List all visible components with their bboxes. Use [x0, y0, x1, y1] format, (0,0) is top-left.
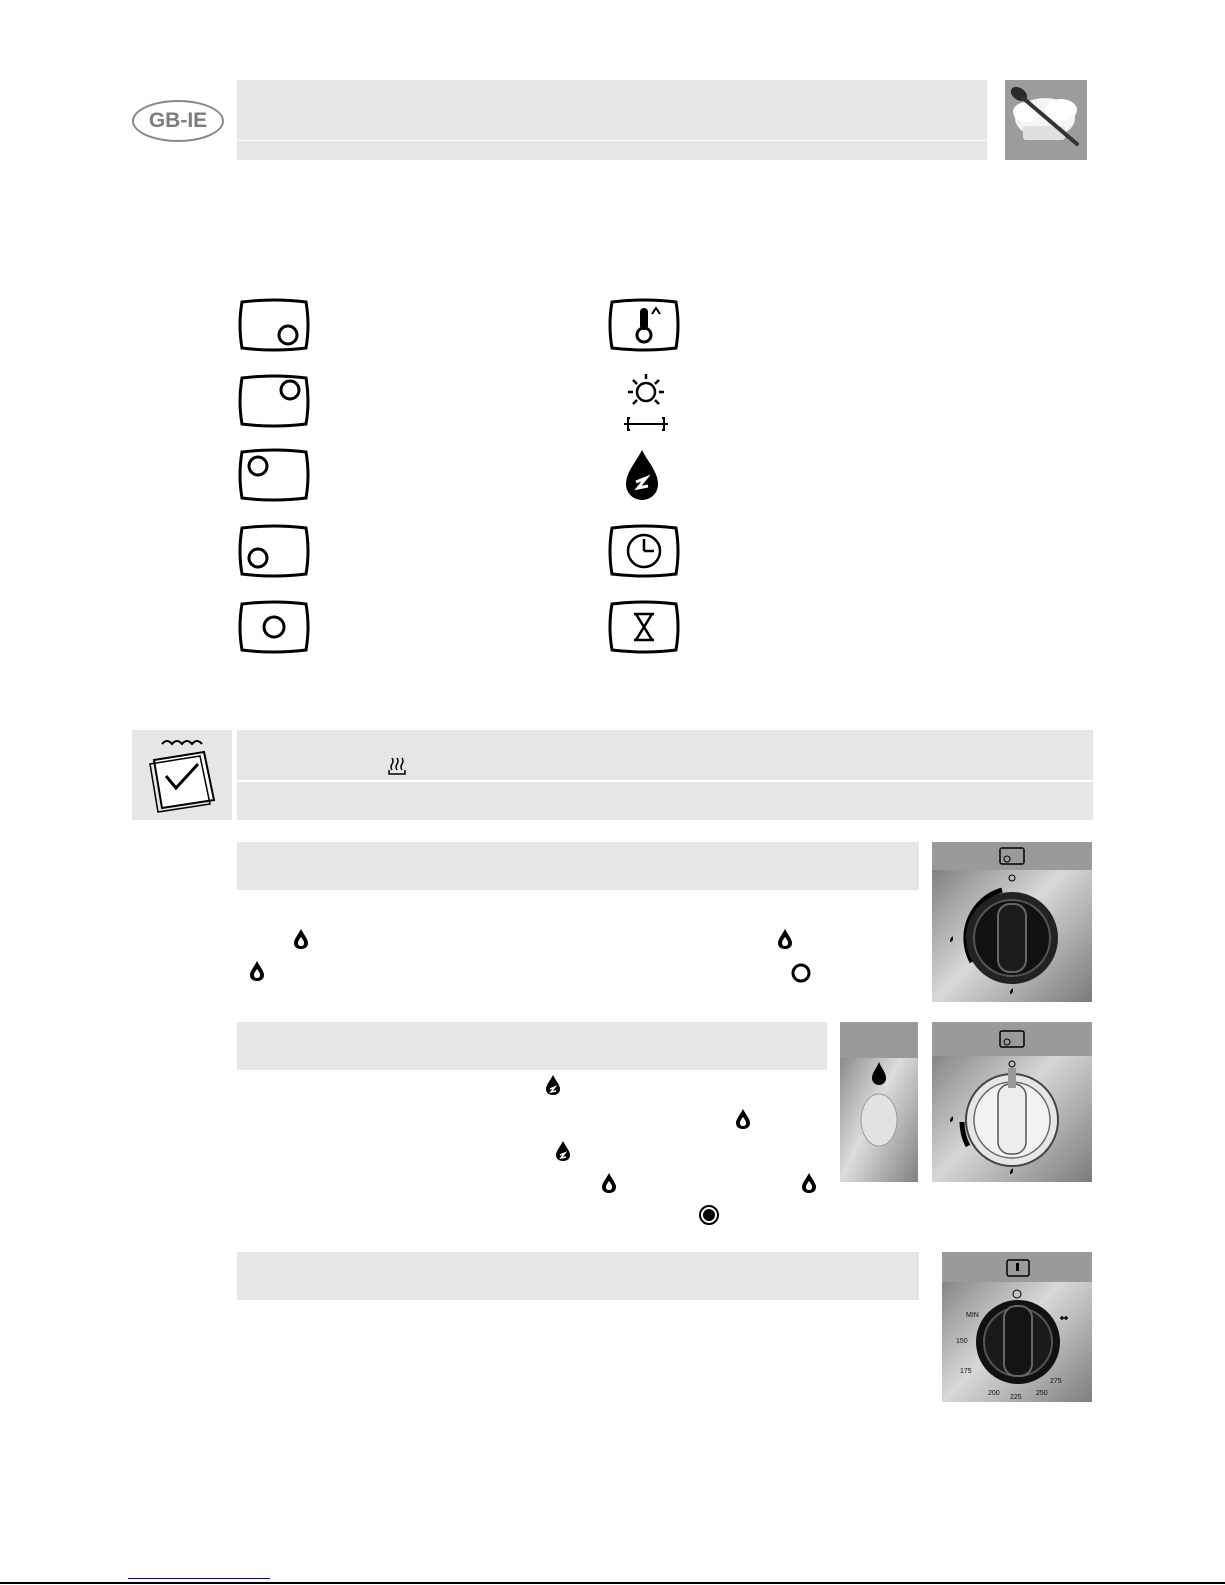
knob-circle-center-icon — [238, 600, 310, 654]
thermometer-icon — [608, 298, 680, 352]
ignition-button-panel — [840, 1022, 918, 1182]
dial-label-250: 250 — [1036, 1390, 1048, 1397]
ignition-button-icon — [698, 1204, 720, 1226]
section-3-heading-band — [237, 1252, 919, 1300]
dial-label-200: 200 — [988, 1390, 1000, 1397]
note-band-top — [237, 730, 1093, 780]
dial-label-min: MIN — [966, 1312, 979, 1319]
dial-label-150: 150 — [956, 1338, 968, 1345]
note-icon-box — [132, 730, 232, 820]
section-1-heading-band — [237, 842, 919, 890]
thermostat-dial-labels — [942, 1252, 1092, 1402]
thermostat-knob-panel — [942, 1252, 1092, 1402]
hourglass-timer-icon — [608, 600, 680, 654]
flame-icon — [776, 928, 794, 950]
flame-icon — [292, 928, 310, 950]
knob-circle-bottom-left-icon — [238, 524, 310, 578]
dial-label-225: 225 — [1010, 1394, 1022, 1401]
symbol-list-right — [608, 298, 683, 658]
symbol-list-left — [238, 298, 313, 658]
knob-circle-top-left-icon — [238, 448, 310, 502]
section-2-heading-band — [237, 1022, 827, 1070]
flame-icon — [248, 960, 266, 982]
footer-rule — [0, 1582, 1225, 1584]
knob-circle-bottom-right-icon — [238, 298, 310, 352]
language-badge: GB-IE — [132, 100, 224, 142]
flame-icon — [600, 1172, 618, 1194]
flame-icon — [800, 1172, 818, 1194]
header-band-bottom — [237, 141, 987, 160]
oven-gas-knob-panel — [932, 1022, 1092, 1182]
note-band-bottom — [237, 782, 1093, 820]
flame-icon — [734, 1108, 752, 1130]
off-position-icon — [790, 962, 812, 984]
electronic-ignition-icon — [554, 1140, 572, 1162]
gas-knob-panel — [932, 842, 1092, 1002]
notepad-check-icon — [132, 730, 232, 820]
footer-link-underline[interactable] — [128, 1578, 270, 1579]
dial-label-275: 275 — [1050, 1378, 1062, 1385]
grill-heat-icon — [388, 756, 406, 776]
oven-light-icon — [616, 372, 676, 438]
electronic-ignition-icon — [544, 1074, 562, 1096]
header-band — [237, 80, 987, 140]
dial-label-175: 175 — [960, 1368, 972, 1375]
knob-circle-top-right-icon — [238, 374, 310, 428]
clock-icon — [608, 524, 680, 578]
chef-spoon-icon — [1005, 80, 1087, 160]
electronic-ignition-icon — [622, 448, 662, 502]
